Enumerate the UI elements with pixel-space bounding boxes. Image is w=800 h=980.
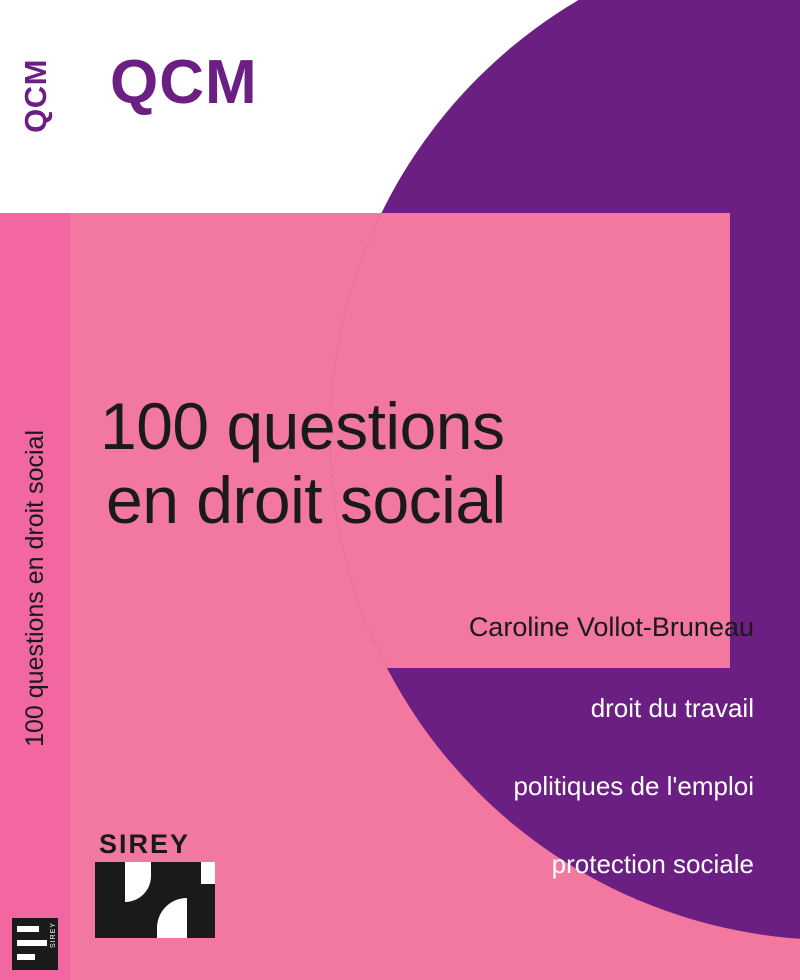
- spine-title-text: 100 questions en droit social: [20, 430, 49, 747]
- spine-series-label: [0, 36, 70, 156]
- topic-item: protection sociale: [551, 849, 754, 879]
- book-spine: [0, 0, 70, 980]
- topic-item: droit du travail: [590, 693, 754, 723]
- author-name: Caroline Vollot-Bruneau: [468, 612, 754, 642]
- publisher-logo: [95, 831, 230, 938]
- topics-list: [513, 695, 754, 877]
- spine-publisher-mark-icon: [12, 918, 58, 970]
- topic-item: politiques de l'emploi: [513, 771, 754, 801]
- publisher-name: SIREY: [99, 829, 191, 859]
- spine-title: [0, 430, 70, 900]
- spine-publisher-mark-text: SIREY: [50, 922, 57, 949]
- title-line-2: en droit social: [106, 462, 506, 537]
- sirey-s-mark-icon: [95, 862, 215, 938]
- page-title: [100, 390, 660, 538]
- title-line-1: 100 questions: [100, 389, 505, 463]
- spine-series-label-text: QCM: [17, 59, 53, 133]
- series-label: QCM: [110, 48, 258, 117]
